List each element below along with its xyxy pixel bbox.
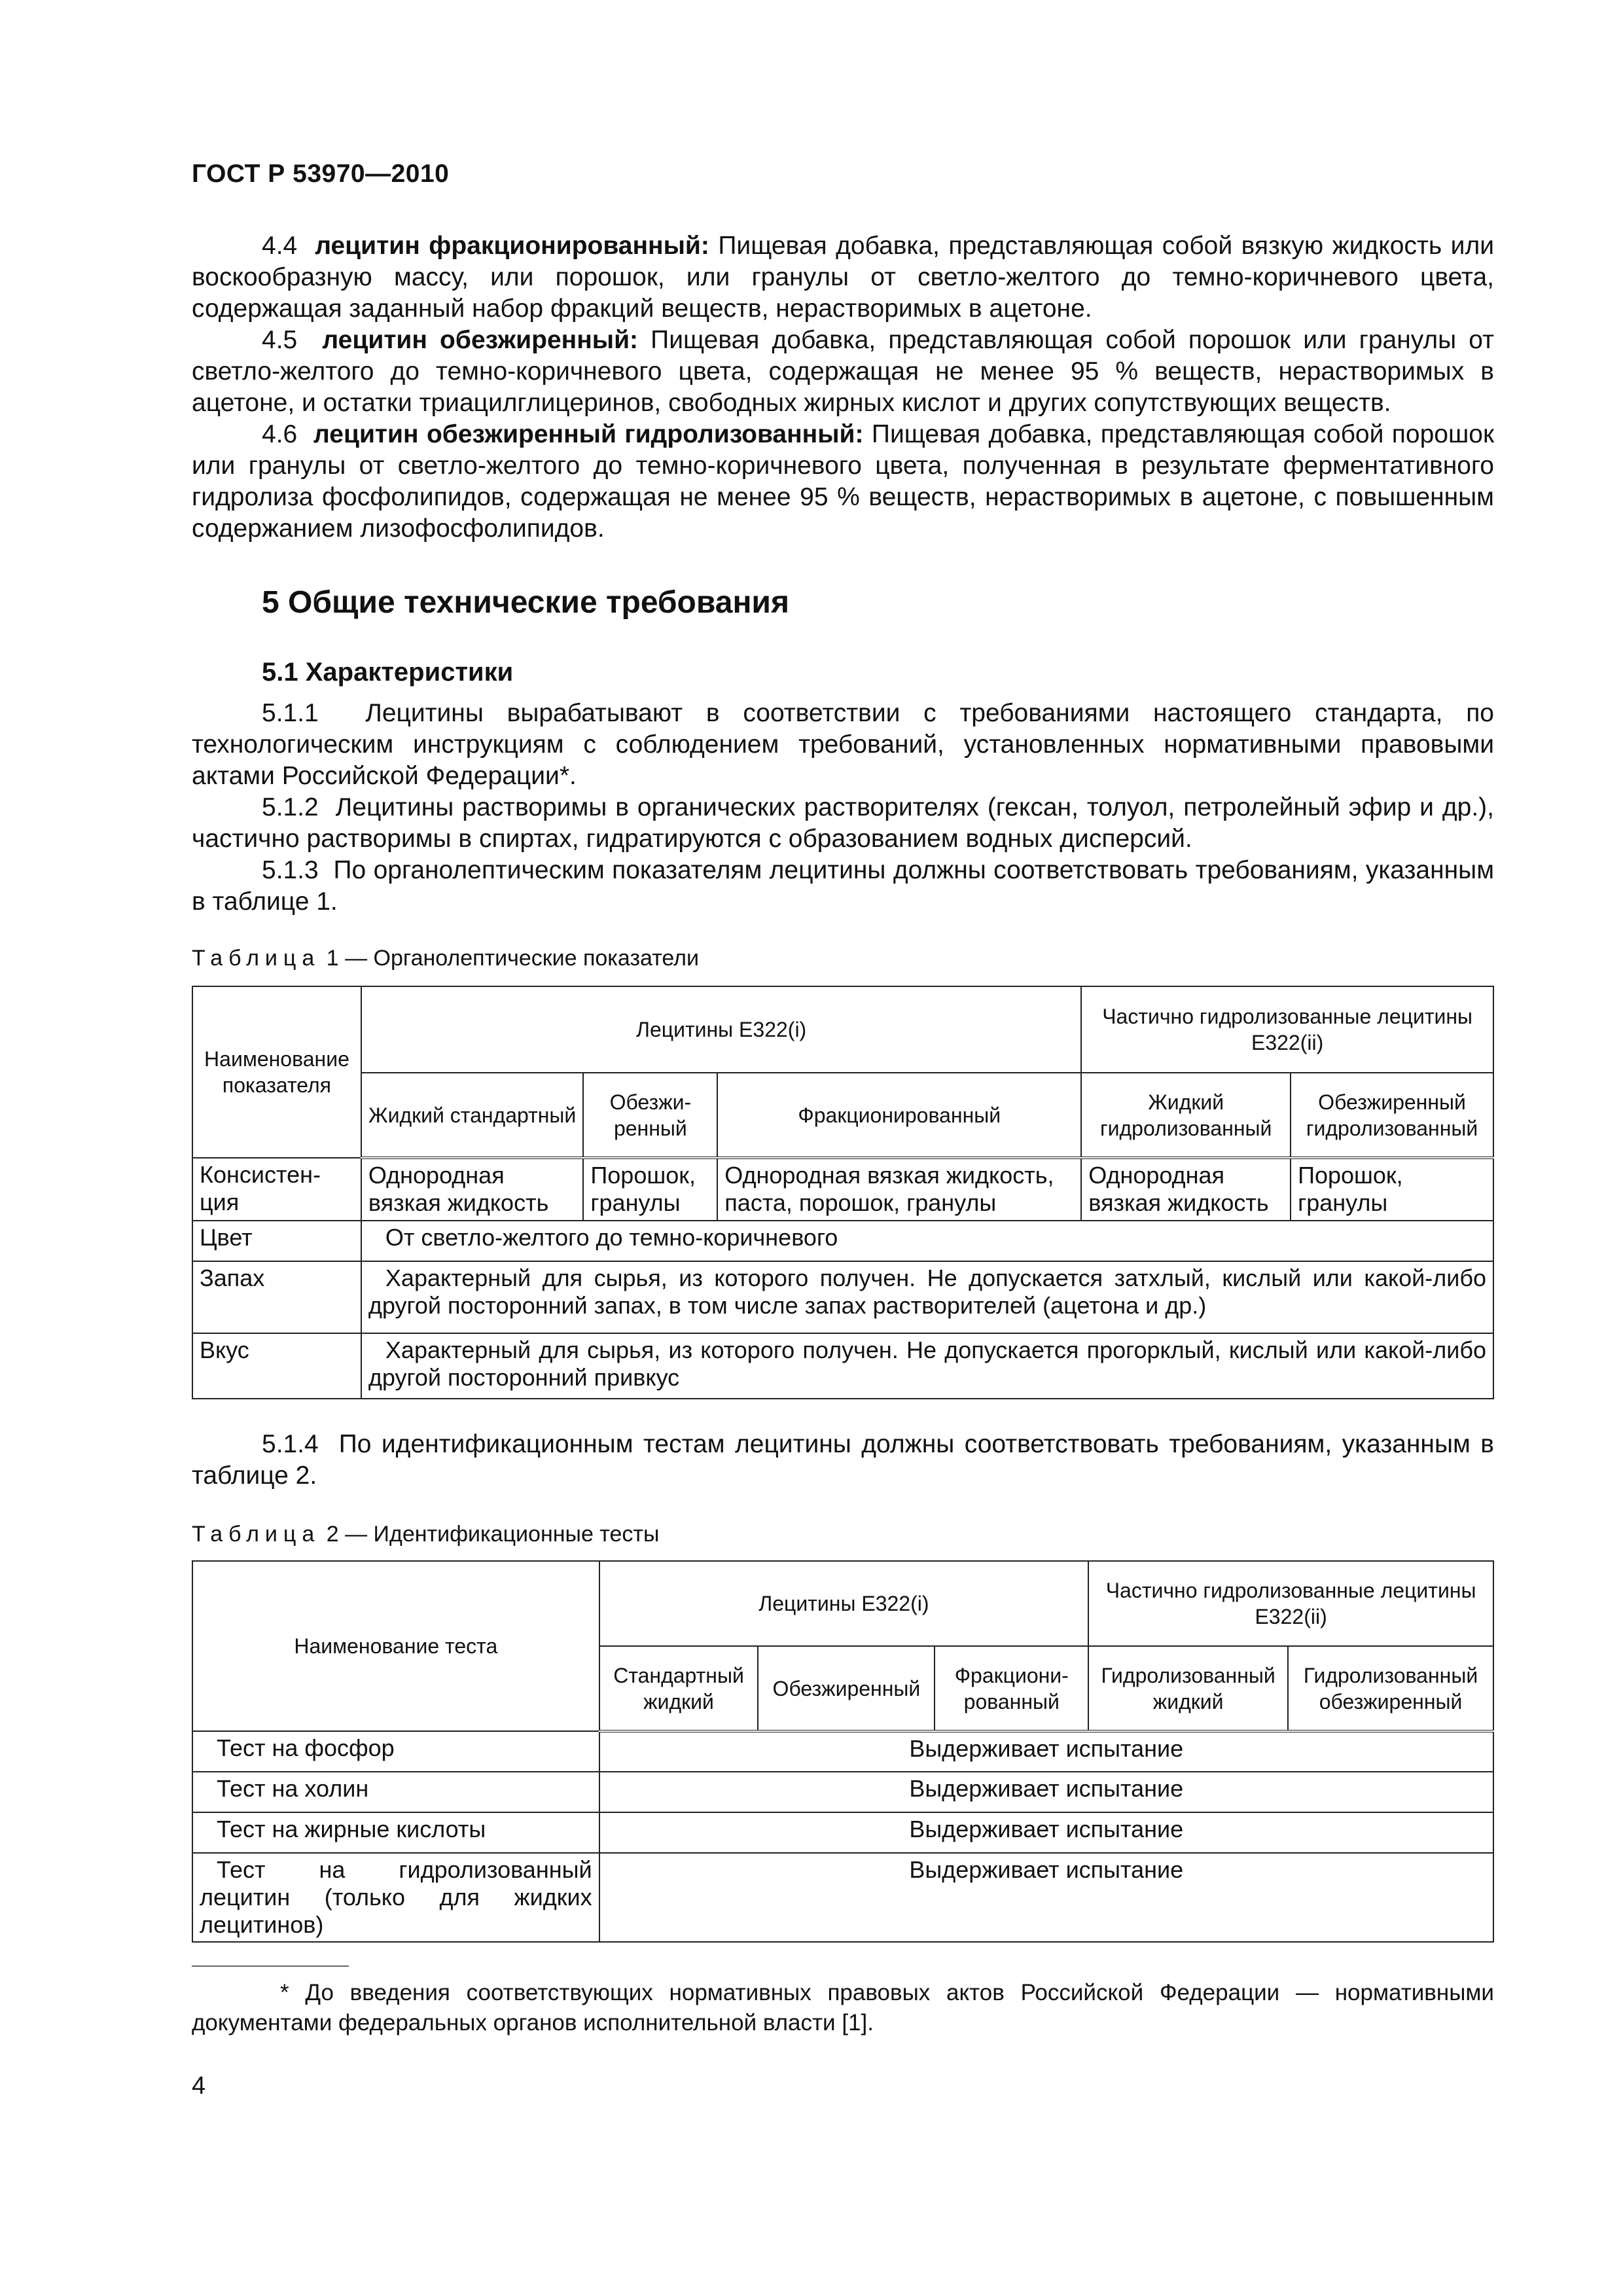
table1-col-header: Фракционированный: [717, 1073, 1081, 1158]
table2-row-label: Тест на холин: [192, 1772, 599, 1812]
table1-row-label: Консистен-ция: [192, 1158, 361, 1221]
table1-col-header: Жидкий гидролизованный: [1081, 1073, 1291, 1158]
clauses-block: [192, 698, 1494, 918]
document-id: ГОСТ Р 53970—2010: [192, 160, 450, 188]
table2-result: Выдерживает испытание: [599, 1772, 1493, 1812]
footnote-divider: [192, 1965, 349, 1967]
definition-4-4: 4.4 лецитин фракционированный: Пищевая добавка, представляющая собой вязкую жидкость или воскообразную массу, или порошок, или гранулы от светло-желтого до темно-коричневого цвета, содержащая заданный набор фракций веществ, нерастворимых в ацетоне.: [192, 232, 1494, 323]
table2-header-group2: Частично гидролизованные лецитины Е322(ii): [1088, 1561, 1493, 1646]
definitions-block: [192, 230, 1494, 545]
table-row: [192, 1158, 1493, 1221]
table2-col-header: Гидролизованный обезжиренный: [1288, 1646, 1493, 1731]
table2-result: Выдерживает испытание: [599, 1853, 1493, 1942]
table-row: [192, 1731, 1493, 1772]
table1-cell: Порошок, гранулы: [583, 1158, 717, 1221]
definition-term: лецитин фракционированный:: [315, 232, 709, 260]
table2-row-label: Тест на гидролизованный лецитин (только для жидких лецитинов): [192, 1853, 599, 1942]
table1-header-group1: Лецитины Е322(i): [361, 986, 1081, 1073]
table-identification-tests: [192, 1560, 1494, 1943]
table1-header-name: Наименование показателя: [192, 986, 361, 1158]
table1-cell: Однородная вязкая жидкость, паста, порошок, гранулы: [717, 1158, 1081, 1221]
clause-5-1-3: 5.1.3 По органолептическим показателям лецитины должны соответствовать требованиям, указанным в таблице 1.: [192, 856, 1495, 916]
table1-cell: Однородная вязкая жидкость: [361, 1158, 583, 1221]
table1-col-header: Обезжи-ренный: [583, 1073, 717, 1158]
footnote: * До введения соответствующих нормативных правовых актов Российской Федерации — нормативными документами федеральных органов исполнительной власти [1].: [192, 1980, 1494, 2036]
clause-5-1-1: 5.1.1 Лецитины вырабатывают в соответствии с требованиями настоящего стандарта, по технологическим инструкциям с соблюдением требований, установленных нормативными правовыми актами Российской Федерации*.: [192, 699, 1494, 790]
subsection-heading: 5.1 Характеристики: [262, 658, 514, 687]
table1-col-header: Жидкий стандартный: [361, 1073, 583, 1158]
clause-5-1-4-block: [192, 1429, 1494, 1492]
table2-header-group1: Лецитины Е322(i): [599, 1561, 1089, 1646]
definition-4-6: 4.6 лецитин обезжиренный гидролизованный: Пищевая добавка, представляющая собой порошок или гранулы от светло-желтого до темно-коричневого цвета, полученная в результате ферментативного гидролиза фосфолипидов, содержащая не менее 95 % веществ, нерастворимых в ацетоне, с повышенным содержанием лизофосфолипидов.: [192, 420, 1495, 543]
definition-term: лецитин обезжиренный гидролизованный:: [313, 420, 864, 448]
table1-cell: Порошок, гранулы: [1291, 1158, 1493, 1221]
table-row: [192, 1772, 1493, 1812]
table2-result: Выдерживает испытание: [599, 1731, 1493, 1772]
table2-row-label: Тест на жирные кислоты: [192, 1812, 599, 1853]
table2-col-header: Гидролизованный жидкий: [1088, 1646, 1288, 1731]
definition-term: лецитин обезжиренный:: [322, 326, 639, 354]
table2-header-name: Наименование теста: [192, 1561, 599, 1731]
table1-cell: Характерный для сырья, из которого получен. Не допускается прогорклый, кислый или какой-либо другой посторонний привкус: [361, 1333, 1493, 1399]
table1-row-label: Вкус: [192, 1333, 361, 1399]
table1-row-label: Цвет: [192, 1221, 361, 1261]
table2-col-header: Фракциони-рованный: [935, 1646, 1088, 1731]
table1-cell: Однородная вязкая жидкость: [1081, 1158, 1291, 1221]
definition-4-5: 4.5 лецитин обезжиренный: Пищевая добавка, представляющая собой порошок или гранулы от светло-желтого до темно-коричневого цвета, содержащая не менее 95 % веществ, нерастворимых в ацетоне, и остатки триацилглицеринов, свободных жирных кислот и других сопутствующих веществ.: [192, 326, 1494, 417]
table2-result: Выдерживает испытание: [599, 1812, 1493, 1853]
table2-col-header: Стандартный жидкий: [599, 1646, 758, 1731]
table1-caption: Таблица 1 — Органолептические показатели: [192, 946, 700, 971]
table-row: [192, 1853, 1493, 1942]
table2-caption: Таблица 2 — Идентификационные тесты: [192, 1522, 660, 1547]
table1-col-header: Обезжиренный гидролизованный: [1291, 1073, 1493, 1158]
clause-5-1-4: 5.1.4 По идентификационным тестам лецитины должны соответствовать требованиям, указанным в таблице 2.: [192, 1430, 1495, 1490]
table-row: [192, 1221, 1493, 1261]
table2-row-label: Тест на фосфор: [192, 1731, 599, 1772]
table1-header-group2: Частично гидролизованные лецитины Е322(ii): [1081, 986, 1493, 1073]
table-row: [192, 1333, 1493, 1399]
table1-cell: Характерный для сырья, из которого получен. Не допускается затхлый, кислый или какой-либо другой посторонний запах, в том числе запах растворителей (ацетона и др.): [361, 1261, 1493, 1333]
table2-col-header: Обезжиренный: [758, 1646, 935, 1731]
table-organoleptic: [192, 986, 1494, 1399]
section-heading: 5 Общие технические требования: [262, 585, 789, 620]
table1-row-label: Запах: [192, 1261, 361, 1333]
page-number: 4: [192, 2072, 206, 2100]
table1-cell: От светло-желтого до темно-коричневого: [361, 1221, 1493, 1261]
table-row: [192, 1812, 1493, 1853]
table-row: [192, 1261, 1493, 1333]
clause-5-1-2: 5.1.2 Лецитины растворимы в органических растворителях (гексан, толуол, петролейный эфир и др.), частично растворимы в спиртах, гидратируются с образованием водных дисперсий.: [192, 793, 1495, 853]
